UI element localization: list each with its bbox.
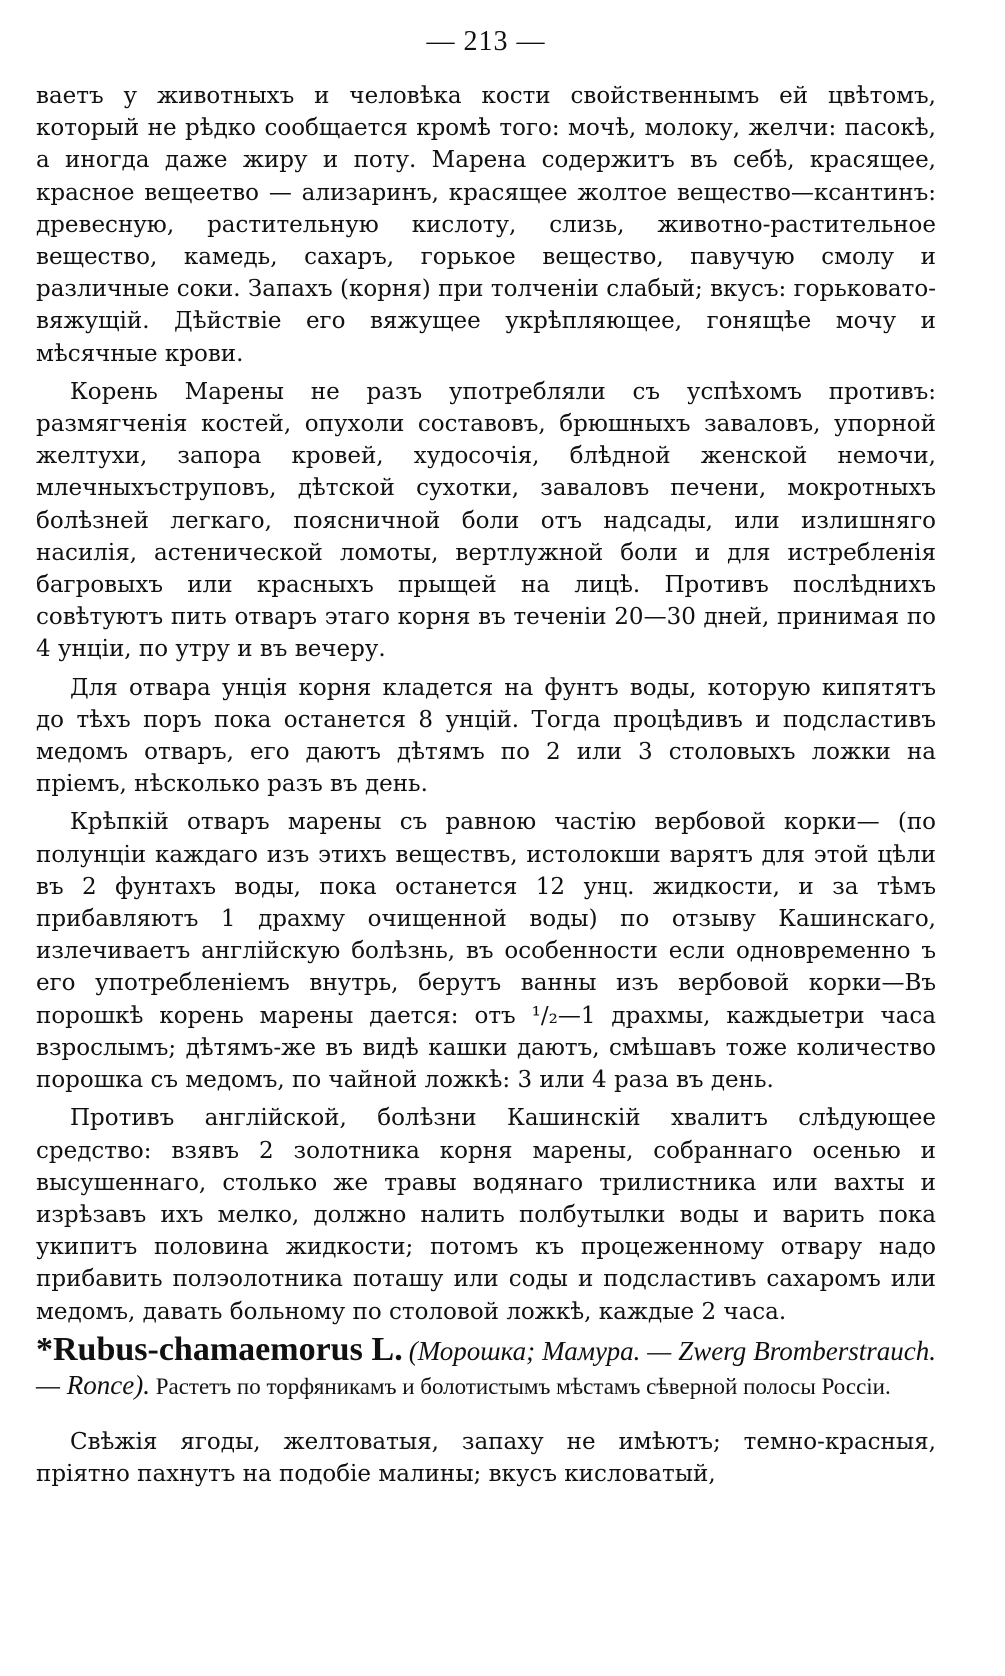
- paragraph-6: Свѣжія ягоды, желтоватыя, запаху не имѣютъ; темно-красныя, пріятно пахнутъ на подобіе малины; вкусъ кисловатый,: [36, 1429, 936, 1488]
- species-common-names: (Морошка; Мамура. — Zwerg Bromberstrauch. — Ronce).: [36, 1335, 937, 1400]
- species-latin-name: *Rubus-chamaemorus L.: [36, 1330, 403, 1368]
- paragraph-5: Противъ англійской, болѣзни Кашинскій хвалитъ слѣдующее средство: взявъ 2 золотника корня марены, собраннаго осенью и высушеннаго, столько же травы водянаго трилистника или вахты и изрѣзавъ ихъ мелко, должно налить полбутылки воды и варить пока укипитъ половина жидкости; потомъ къ процеженному отвару надо прибавить полэолотника поташу или соды и подсластивъ сахаромъ или медомъ, давать больному по столовой ложкѣ, каждые 2 часа.: [36, 1105, 936, 1325]
- paragraph-1: ваетъ у животныхъ и человѣка кости свойственнымъ ей цвѣтомъ, который не рѣдко сообщается кромѣ того: мочѣ, молоку, желчи: пасокѣ, а иногда даже жиру и поту. Марена содержитъ въ себѣ, красящее, красное вещеетво — ализаринъ, красящее жолтое вещество—ксантинъ: древесную, растительную кислоту, слизь, животно-растительное вещество, камедь, сахаръ, горькое вещество, павучую смолу и различные соки. Запахъ (корня) при толченіи слабый; вкусъ: горьковато-вяжущій. Дѣйствіе его вяжущее укрѣпляющее, гонящѣе мочу и мѣсячные крови.: [36, 83, 936, 367]
- paragraph-2: Корень Марены не разъ употребляли съ успѣхомъ противъ: размягченія костей, опухоли составовъ, брюшныхъ заваловъ, упорной желтухи, запора кровей, худосочія, блѣдной женской немочи, млечныхъструповъ, дѣтской сухотки, заваловъ печени, мокротныхъ болѣзней легкаго, поясничной боли отъ надсады, или излишняго насилія, астенической ломоты, вертлужной боли и для истребленія багровыхъ или красныхъ прыщей на лицѣ. Противъ послѣднихъ совѣтуютъ пить отваръ этаго корня въ теченіи 20—30 дней, принимая по 4 унціи, по утру и въ вечеру.: [36, 378, 936, 663]
- page-number: — 213 —: [426, 26, 546, 57]
- paragraph-4: Крѣпкій отваръ марены съ равною частію вербовой корки— (по полунціи каждаго изъ этихъ веществъ, истолокши варятъ для этой цѣли въ 2 фунтахъ воды, пока останется 12 унц. жидкости, и за тѣмъ прибавляютъ 1 драхму очищенной воды) по отзыву Кашинскаго, излечиваетъ англійскую болѣзнь, въ особенности если одновременно ъ его употребленіемъ внутрь, берутъ ванны изъ вербовой корки—Въ порошкѣ корень марены дается: отъ ¹/₂—1 драхмы, каждыетри часа взрослымъ; дѣтямъ-же въ видѣ кашки даютъ, смѣшавъ тоже количество порошка съ медомъ, по чайной ложкѣ: 3 или 4 раза въ день.: [36, 809, 936, 1094]
- species-heading: [36, 1330, 937, 1403]
- book-page: [36, 20, 936, 1491]
- paragraph-3: Для отвара унція корня кладется на фунтъ воды, которую кипятятъ до тѣхъ поръ пока останется 8 унцій. Тогда процѣдивъ и подсластивъ медомъ отваръ, его даютъ дѣтямъ по 2 или 3 столовыхъ ложки на пріемъ, нѣсколько разъ въ день.: [36, 674, 936, 798]
- species-habitat: Растетъ по торфяникамъ и болотистымъ мѣстамъ сѣверной полосы Россіи.: [155, 1373, 891, 1399]
